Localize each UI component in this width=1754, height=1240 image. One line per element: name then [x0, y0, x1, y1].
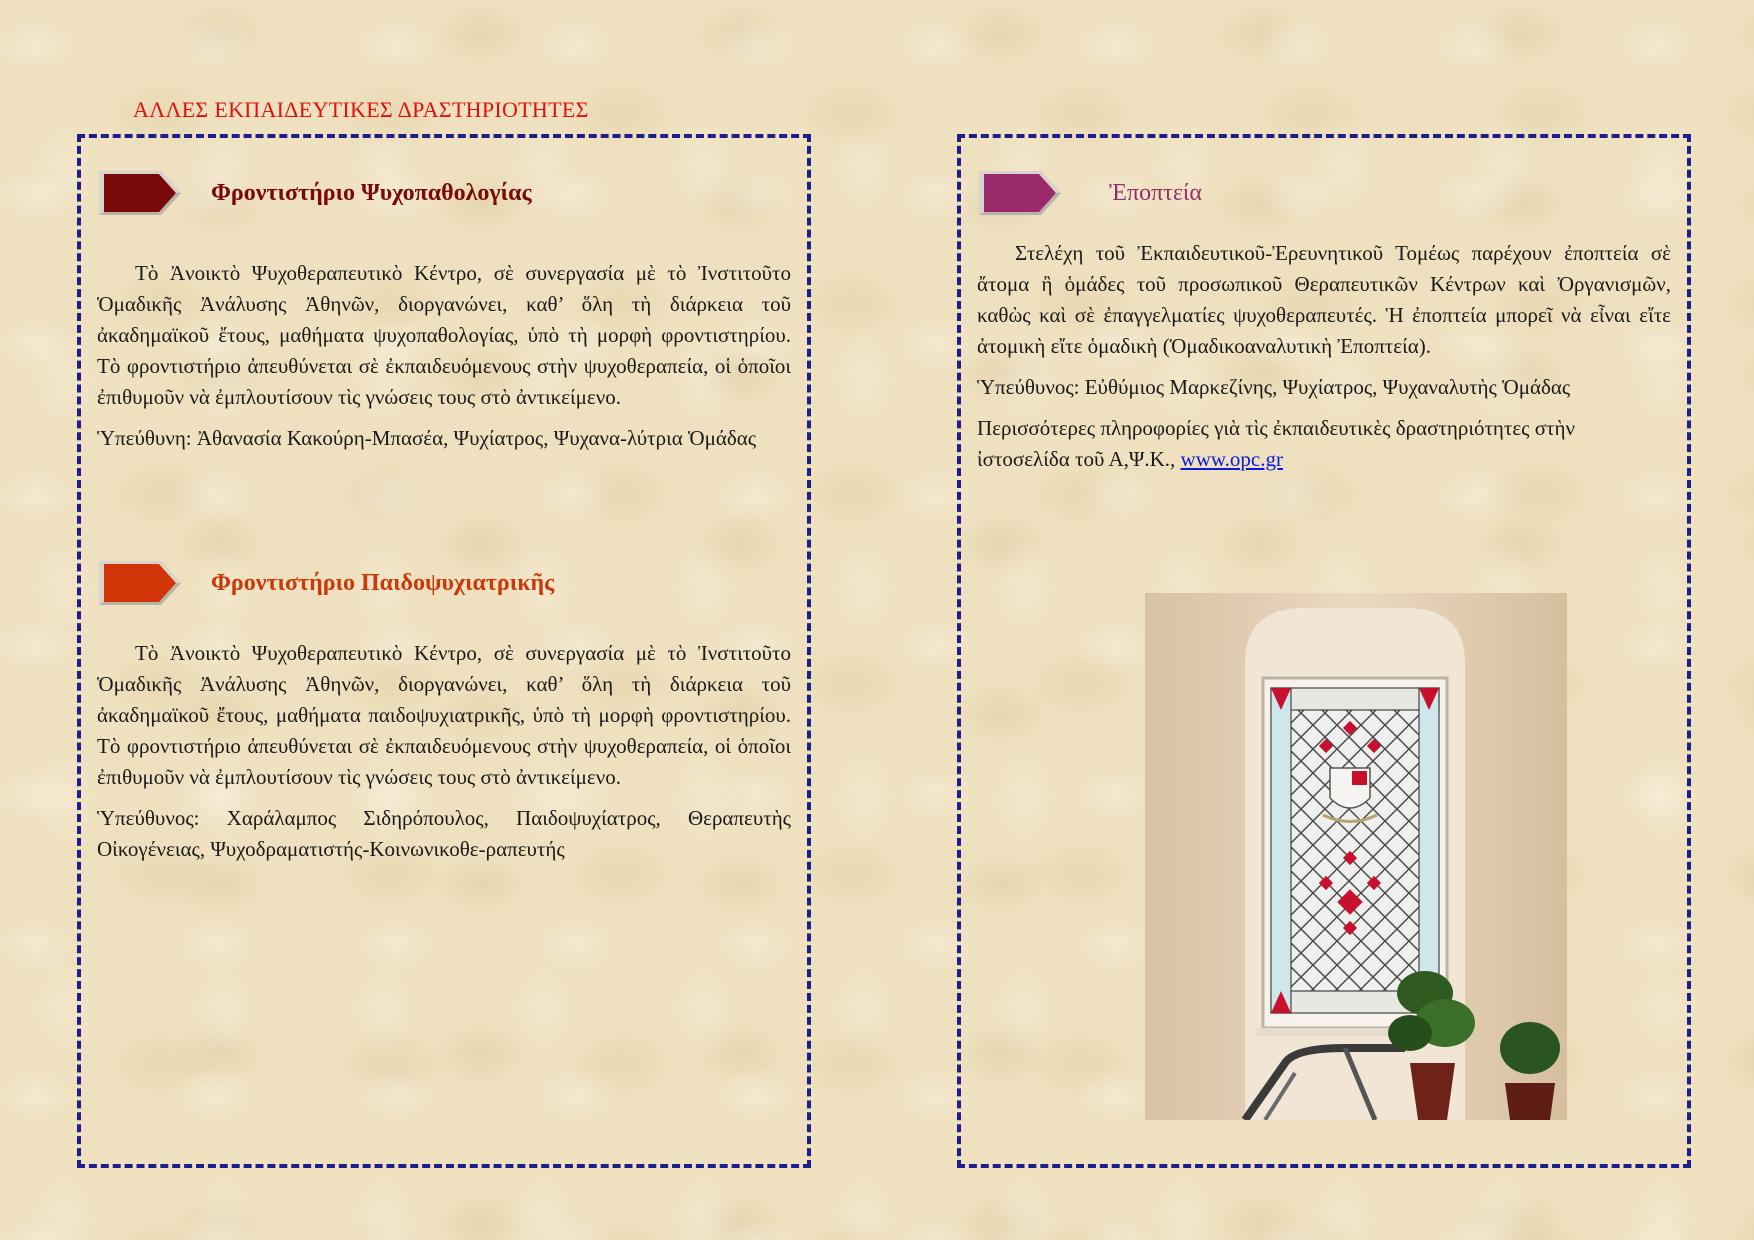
supervision-responsible: Ὑπεύθυνος: Εὐθύμιος Μαρκεζίνης, Ψυχίατρος, Ψυχαναλυτὴς Ὁμάδας: [977, 375, 1571, 399]
psychopathology-body: Τὸ Ἀνοικτὸ Ψυχοθεραπευτικὸ Κέντρο, σὲ συνεργασία μὲ τὸ Ἰνστιτοῦτο Ὁμαδικῆς Ἀνάλυσης Ἀθηνῶν, διοργανώνει, καθ’ ὅλη τὴ διάρκεια τοῦ ἀκαδημαϊκοῦ ἔτους, μαθήματα ψυχοπαθολογίας, ὑπὸ τὴ μορφὴ φροντιστηρίου. Τὸ φροντιστήριο ἀπευθύνεται σὲ ἐκπαιδευόμενους στὴν ψυχοθεραπεία, οἱ ὁποῖοι ἐπιθυμοῦν νὰ ἐμπλουτίσουν τὶς γνώσεις τους στὸ ἀντικείμενο.: [97, 261, 791, 409]
more-info-text: [977, 413, 1671, 475]
page-title: ΑΛΛΕΣ ΕΚΠΑΙΔΕΥΤΙΚΕΣ ΔΡΑΣΤΗΡΙΟΤΗΤΕΣ: [133, 97, 589, 122]
child-psychiatry-heading: [97, 558, 791, 612]
arrow-icon: [97, 558, 183, 608]
child-psychiatry-section: [97, 558, 791, 875]
arrow-icon: [97, 168, 183, 218]
supervision-heading: [977, 168, 1671, 222]
psychopathology-title: Φροντιστήριο Ψυχοπαθολογίας: [211, 180, 532, 206]
psychopathology-heading: [97, 168, 791, 222]
website-link[interactable]: www.opc.gr: [1180, 447, 1283, 471]
child-psychiatry-body: Τὸ Ἀνοικτὸ Ψυχοθεραπευτικὸ Κέντρο, σὲ συνεργασία μὲ τὸ Ἰνστιτοῦτο Ὁμαδικῆς Ἀνάλυσης Ἀθηνῶν, διοργανώνει, καθ’ ὅλη τὴ διάρκεια τοῦ ἀκαδημαϊκοῦ ἔτους, μαθήματα παιδοψυχιατρικῆς, ὑπὸ τὴ μορφὴ φροντιστηρίου. Τὸ φροντιστήριο ἀπευθύνεται σὲ ἐκπαιδευόμενους στὴν ψυχοθεραπεία, οἱ ὁποῖοι ἐπιθυμοῦν νὰ ἐμπλουτίσουν τὶς γνώσεις τους στὸ ἀντικείμενο.: [97, 641, 791, 789]
right-panel: [957, 134, 1691, 1168]
supervision-title: Ἐποπτεία: [1109, 180, 1202, 206]
supervision-section: [977, 168, 1671, 485]
arrow-icon: [977, 168, 1063, 218]
child-psychiatry-responsible: Ὑπεύθυνος: Χαράλαμπος Σιδηρόπουλος, Παιδοψυχίατρος, Θεραπευτὴς Οἰκογένειας, Ψυχοδραματιστής-Κοινωνικοθε-ραπευτής: [97, 806, 791, 861]
more-info-label: Περισσότερες πληροφορίες γιὰ τὶς ἐκπαιδευτικὲς δραστηριότητες στὴν ἰστοσελίδα τοῦ Α,Ψ.Κ.,: [977, 416, 1575, 471]
child-psychiatry-title: Φροντιστήριο Παιδοψυχιατρικῆς: [211, 570, 555, 596]
stained-glass-window-photo: [1145, 593, 1567, 1120]
left-panel: [77, 134, 811, 1168]
supervision-body: Στελέχη τοῦ Ἐκπαιδευτικοῦ-Ἐρευνητικοῦ Τομέως παρέχουν ἐποπτεία σὲ ἄτομα ἢ ὁμάδες τοῦ προσωπικοῦ Θεραπευτικῶν Κέντρων καὶ Ὀργανισμῶν, καθὼς καὶ σὲ ἐπαγγελματίες ψυχοθεραπευτές. Ἡ ἐποπτεία μπορεῖ νὰ εἶναι εἴτε ἀτομικὴ εἴτε ὁμαδικὴ (Ὁμαδικοαναλυτικὴ Ἐποπτεία).: [977, 241, 1671, 358]
psychopathology-responsible: Ὑπεύθυνη: Ἀθανασία Κακούρη-Μπασέα, Ψυχίατρος, Ψυχανα-λύτρια Ὁμάδας: [97, 426, 757, 450]
psychopathology-section: [97, 168, 791, 464]
